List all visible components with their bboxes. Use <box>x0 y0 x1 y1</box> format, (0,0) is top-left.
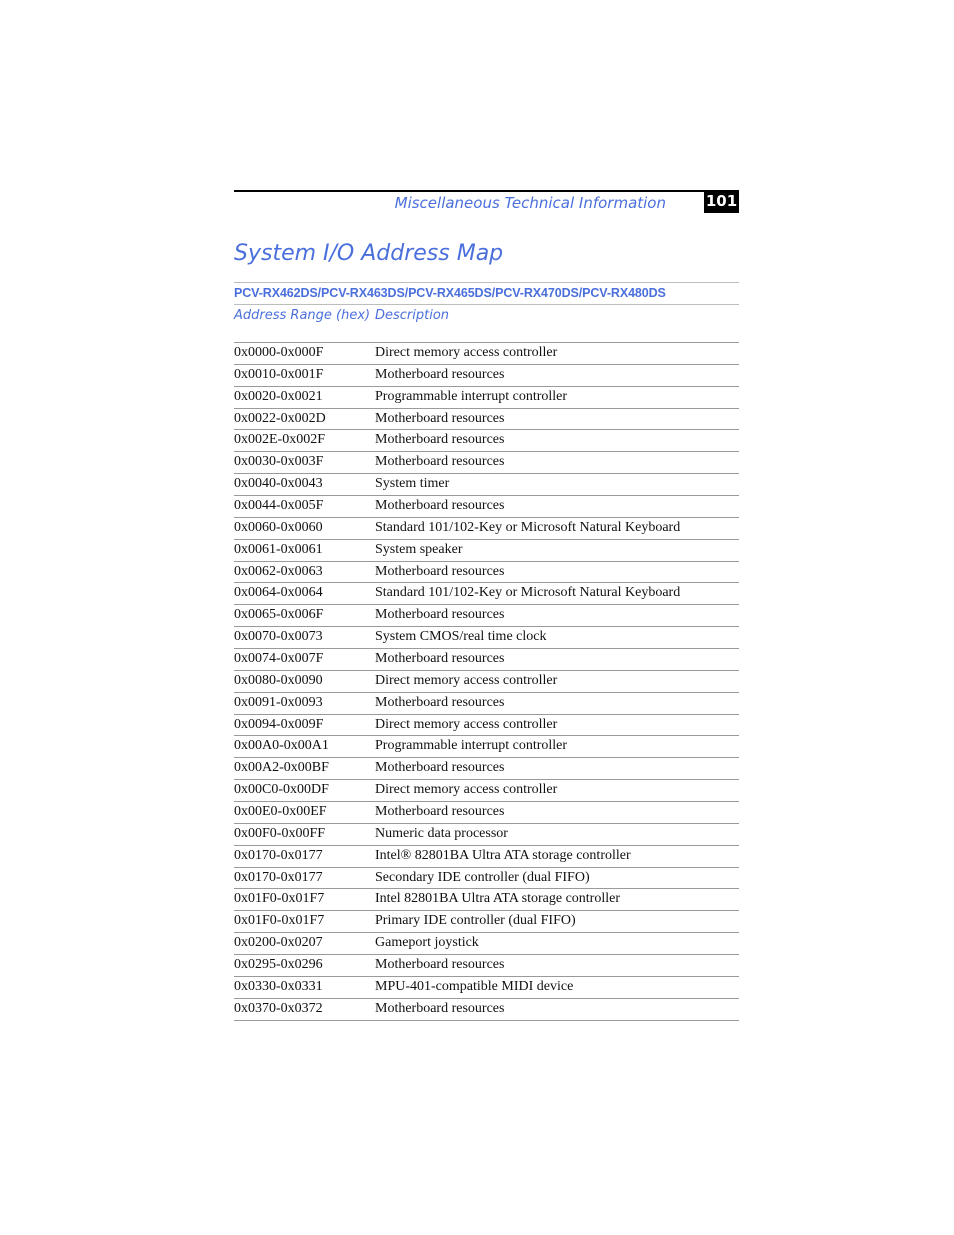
description-cell: Gameport joystick <box>375 935 479 951</box>
table-row <box>234 802 739 824</box>
address-range-cell: 0x0074-0x007F <box>234 651 324 667</box>
description-cell: Motherboard resources <box>375 957 505 973</box>
description-cell: System CMOS/real time clock <box>375 629 547 645</box>
description-cell: Motherboard resources <box>375 651 505 667</box>
table-row <box>234 911 739 933</box>
model-list: PCV-RX462DS/PCV-RX463DS/PCV-RX465DS/PCV-RX470DS/PCV-RX480DS <box>234 282 739 305</box>
table-row <box>234 780 739 802</box>
description-cell: Secondary IDE controller (dual FIFO) <box>375 869 590 885</box>
address-range-cell: 0x00A0-0x00A1 <box>234 738 329 754</box>
address-range-cell: 0x0295-0x0296 <box>234 957 323 973</box>
table-row <box>234 452 739 474</box>
table-row <box>234 999 739 1021</box>
address-range-cell: 0x0000-0x000F <box>234 345 324 360</box>
address-range-cell: 0x0064-0x0064 <box>234 585 323 601</box>
address-range-cell: 0x0070-0x0073 <box>234 629 323 645</box>
description-cell: Standard 101/102-Key or Microsoft Natural Keyboard <box>375 585 681 601</box>
page-number: 101 <box>704 190 739 213</box>
table-row <box>234 343 739 365</box>
column-header-description: Description <box>375 308 450 323</box>
address-range-cell: 0x0330-0x0331 <box>234 978 323 994</box>
table-row <box>234 889 739 911</box>
description-cell: Motherboard resources <box>375 694 505 710</box>
table-row <box>234 518 739 540</box>
address-range-cell: 0x0370-0x0372 <box>234 1000 323 1016</box>
table-row <box>234 693 739 715</box>
table-row <box>234 627 739 649</box>
address-range-cell: 0x0170-0x0177 <box>234 869 323 885</box>
description-cell: System speaker <box>375 541 463 557</box>
description-cell: Direct memory access controller <box>375 672 558 688</box>
description-cell: Direct memory access controller <box>375 345 558 360</box>
address-range-cell: 0x0020-0x0021 <box>234 388 323 404</box>
address-range-cell: 0x0061-0x0061 <box>234 541 323 557</box>
running-head: Miscellaneous Technical Information <box>394 194 666 212</box>
table-row <box>234 955 739 977</box>
table-row <box>234 387 739 409</box>
address-range-cell: 0x0040-0x0043 <box>234 476 323 492</box>
table-row <box>234 758 739 780</box>
address-range-cell: 0x0094-0x009F <box>234 716 324 732</box>
description-cell: Intel® 82801BA Ultra ATA storage controller <box>375 847 631 863</box>
address-range-cell: 0x01F0-0x01F7 <box>234 913 325 929</box>
address-range-cell: 0x0200-0x0207 <box>234 935 323 951</box>
table-header <box>234 305 739 343</box>
description-cell: Motherboard resources <box>375 804 505 820</box>
table-row <box>234 430 739 452</box>
address-range-cell: 0x0060-0x0060 <box>234 519 323 535</box>
address-range-cell: 0x0065-0x006F <box>234 607 324 623</box>
table-row <box>234 540 739 562</box>
description-cell: System timer <box>375 476 450 492</box>
description-cell: Numeric data processor <box>375 825 508 841</box>
address-range-cell: 0x00E0-0x00EF <box>234 804 327 820</box>
address-range-cell: 0x0010-0x001F <box>234 366 324 382</box>
description-cell: MPU-401-compatible MIDI device <box>375 978 574 994</box>
section-title: System I/O Address Map <box>234 241 504 266</box>
table-row <box>234 977 739 999</box>
table-body <box>234 343 739 1021</box>
description-cell: Motherboard resources <box>375 432 505 448</box>
description-cell: Motherboard resources <box>375 454 505 470</box>
description-cell: Standard 101/102-Key or Microsoft Natural Keyboard <box>375 519 681 535</box>
table-row <box>234 933 739 955</box>
description-cell: Motherboard resources <box>375 607 505 623</box>
table-row <box>234 649 739 671</box>
table-row <box>234 824 739 846</box>
description-cell: Direct memory access controller <box>375 716 558 732</box>
description-cell: Motherboard resources <box>375 760 505 776</box>
address-range-cell: 0x002E-0x002F <box>234 432 325 448</box>
header-rule <box>234 190 739 192</box>
table-row <box>234 846 739 868</box>
description-cell: Motherboard resources <box>375 498 505 514</box>
table-row <box>234 409 739 431</box>
table-row <box>234 474 739 496</box>
description-cell: Primary IDE controller (dual FIFO) <box>375 913 576 929</box>
address-range-cell: 0x0022-0x002D <box>234 410 326 426</box>
address-range-cell: 0x00A2-0x00BF <box>234 760 329 776</box>
table-row <box>234 736 739 758</box>
description-cell: Motherboard resources <box>375 410 505 426</box>
address-range-cell: 0x00F0-0x00FF <box>234 825 326 841</box>
address-range-cell: 0x0170-0x0177 <box>234 847 323 863</box>
address-range-cell: 0x0080-0x0090 <box>234 672 323 688</box>
table-row <box>234 583 739 605</box>
table-row <box>234 868 739 890</box>
address-range-cell: 0x0044-0x005F <box>234 498 324 514</box>
address-range-cell: 0x0062-0x0063 <box>234 563 323 579</box>
column-header-address: Address Range (hex) <box>234 308 371 323</box>
table-row <box>234 671 739 693</box>
table-row <box>234 496 739 518</box>
description-cell: Motherboard resources <box>375 366 505 382</box>
description-cell: Programmable interrupt controller <box>375 388 568 404</box>
description-cell: Intel 82801BA Ultra ATA storage controller <box>375 891 620 907</box>
table-row <box>234 605 739 627</box>
address-range-cell: 0x01F0-0x01F7 <box>234 891 325 907</box>
table-row <box>234 365 739 387</box>
address-range-cell: 0x0030-0x003F <box>234 454 324 470</box>
description-cell: Motherboard resources <box>375 1000 505 1016</box>
io-address-table <box>234 282 739 1021</box>
description-cell: Direct memory access controller <box>375 782 558 798</box>
description-cell: Motherboard resources <box>375 563 505 579</box>
description-cell: Programmable interrupt controller <box>375 738 568 754</box>
table-row <box>234 715 739 737</box>
table-row <box>234 562 739 584</box>
address-range-cell: 0x00C0-0x00DF <box>234 782 329 798</box>
address-range-cell: 0x0091-0x0093 <box>234 694 323 710</box>
